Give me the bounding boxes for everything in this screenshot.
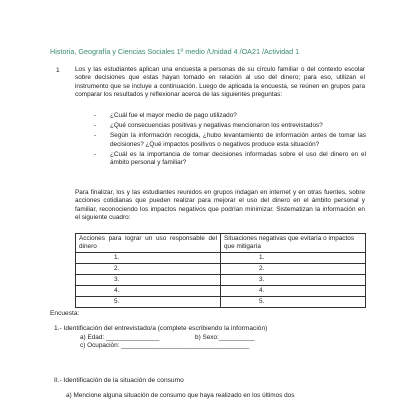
actions-table	[75, 233, 366, 308]
bullet-dash: -	[94, 122, 97, 130]
table-cell[interactable]: 2.	[221, 264, 366, 275]
table-header-row	[76, 234, 366, 253]
age-field[interactable]: a) Edad: _______________	[80, 334, 160, 341]
sex-field[interactable]: b) Sexo:__________	[195, 334, 255, 341]
question-item	[94, 122, 366, 130]
table-cell[interactable]: 1.	[221, 253, 366, 264]
bullet-dash: -	[94, 112, 97, 119]
occupation-field[interactable]: c) Ocupación: ____________________________________	[80, 342, 250, 350]
item-number: 1	[56, 67, 60, 74]
bullet-dash: -	[94, 150, 97, 158]
question-text: Según la información recogida, ¿hubo levantamiento de información antes de tomar las decisiones? ¿Qué impactos positivos o negativos produce esta situación?	[110, 132, 366, 148]
question-list	[94, 112, 366, 169]
question-text: ¿Cuál es la importancia de tomar decisiones informadas sobre el uso del dinero en el ámbito personal y familiar?	[110, 150, 366, 167]
field-row	[80, 334, 254, 342]
survey-fields	[80, 334, 254, 351]
question-item	[94, 132, 366, 148]
activity-intro: Los y las estudiantes aplican una encuesta a personas de su círculo familiar o del contexto escolar sobre decisiones que estas hayan tomado en relación al uso del dinero; para eso, utilizan el instrumento que se incluye a continuación. Luego de aplicada la encuesta, se reúnen en grupos para comparar los resultados y reflexionar acerca de las siguientes preguntas:	[75, 66, 365, 98]
question-text: ¿Cuál fue el mayor medio de pago utilizado?	[110, 112, 237, 119]
page-header: Historia, Geografía y Ciencias Sociales 1º medio /Unidad 4 /OA21 /Actividad 1	[50, 47, 300, 56]
bullet-dash: -	[94, 132, 97, 140]
table-row	[76, 264, 366, 275]
table-row	[76, 253, 366, 264]
survey-section2-question: a) Mencione alguna situación de consumo que haya realizado en los últimos dos	[66, 392, 295, 399]
table-header-situations: Situaciones negativas que evitaría o impactos que mitigaría	[221, 234, 366, 253]
table-cell[interactable]: 1.	[76, 253, 221, 264]
survey-section1-title: 1.- Identificación del entrevistado/a (complete escribiendo la información)	[54, 325, 268, 332]
table-cell[interactable]: 5.	[221, 297, 366, 308]
table-row	[76, 275, 366, 286]
table-row	[76, 286, 366, 297]
table-header-actions: Acciones para lograr un uso responsable del dinero	[76, 234, 221, 253]
survey-label: Encuesta:	[50, 310, 80, 317]
table-cell[interactable]: 2.	[76, 264, 221, 275]
field-row	[80, 342, 254, 350]
table-cell[interactable]: 3.	[221, 275, 366, 286]
table-row	[76, 297, 366, 308]
table-cell[interactable]: 5.	[76, 297, 221, 308]
activity-closing: Para finalizar, los y las estudiantes reunidos en grupos indagan en internet y en otras fuentes, sobre acciones cotidianas que pueden realizar para mejorar el uso del dinero en el ámbito personal y familiar, reconociendo los impactos negativos que podrían minimizar. Sistematizan la información en el siguiente cuadro:	[75, 189, 365, 221]
table-cell[interactable]: 3.	[76, 275, 221, 286]
question-item	[94, 112, 366, 120]
table-cell[interactable]: 4.	[221, 286, 366, 297]
question-text: ¿Qué consecuencias positivas y negativas mencionaron los entrevistados?	[110, 122, 323, 130]
table-cell[interactable]: 4.	[76, 286, 221, 297]
survey-section2-title: II.- Identificación de la situación de consumo	[54, 377, 184, 384]
question-item	[94, 151, 366, 167]
